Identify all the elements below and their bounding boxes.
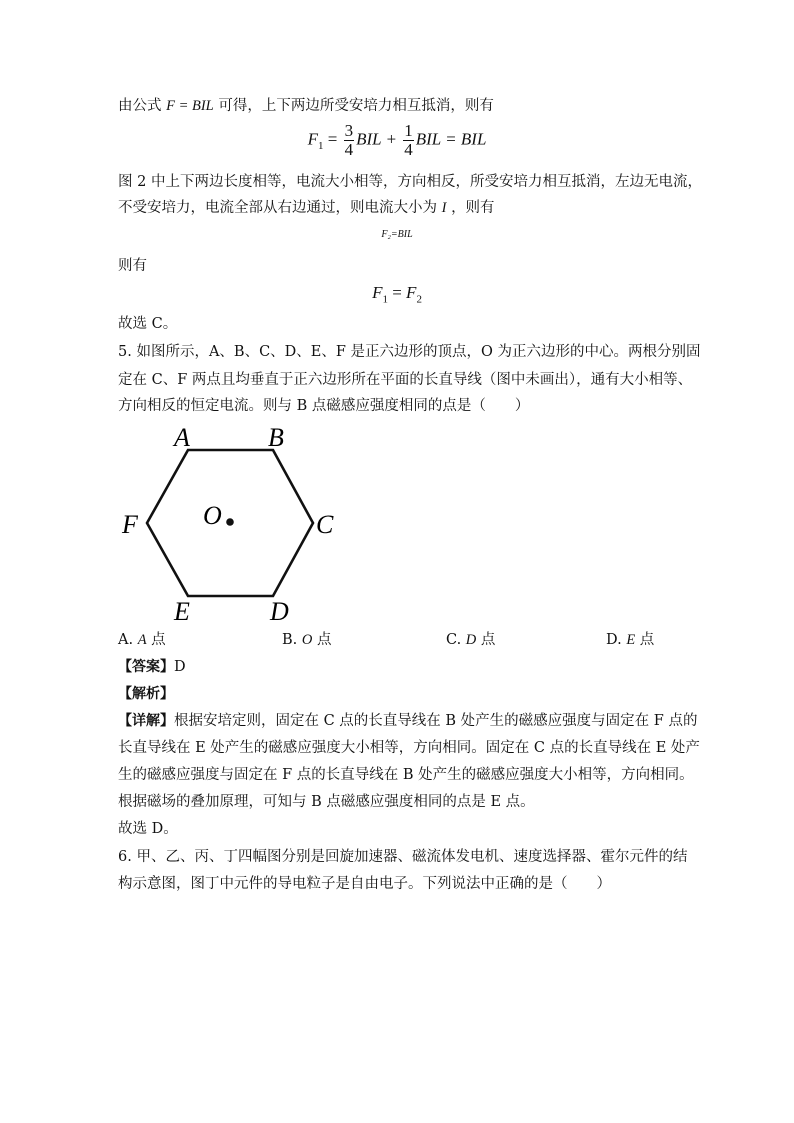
option-a [118, 630, 166, 650]
question5-line3: 方向相反的恒定电流。则与 B 点磁感应强度相同的点是（ ） [118, 398, 530, 414]
option-letter: A. [118, 632, 138, 648]
option-b [282, 630, 331, 650]
center-label-o: O [203, 501, 222, 530]
option-c [446, 630, 495, 650]
fraction-denominator: 4 [404, 140, 413, 159]
paragraph-formula-intro [118, 96, 494, 116]
vertex-label-c: C [316, 510, 334, 539]
eq-lhs: F [307, 129, 318, 149]
vertex-label-e: E [174, 597, 190, 626]
detail-text: 根据安培定则，固定在 C 点的长直导线在 B 处产生的磁感应强度与固定在 F 点的 [174, 713, 698, 729]
eq-equals: = [387, 283, 407, 302]
paragraph-choose-d: 故选 D。 [118, 821, 178, 837]
vertex-label-a: A [174, 423, 190, 452]
paragraph-figure2-line2 [118, 198, 495, 218]
equation-f2-small: F₂=BIL [381, 229, 413, 240]
detail-line3: 生的磁感应强度与固定在 F 点的长直导线在 B 处产生的磁感应强度大小相等，方向相同。 [118, 767, 694, 783]
text-segment: 由公式 [118, 98, 162, 114]
text-segment: 不受安培力，电流全部从右边通过，则电流大小为 [118, 200, 437, 216]
vertex-label-d: D [270, 597, 289, 626]
hexagon-figure [110, 418, 360, 628]
option-var: D [465, 632, 477, 648]
detail-line4: 根据磁场的叠加原理，可知与 B 点磁感应强度相同的点是 E 点。 [118, 794, 535, 810]
paragraph-figure2-line1: 图 2 中上下两边长度相等，电流大小相等，方向相反，所受安培力相互抵消，左边无电流， [118, 174, 702, 190]
fraction-numerator: 3 [344, 121, 354, 140]
option-suffix: 点 [146, 632, 166, 648]
inline-formula: F = BIL [166, 98, 214, 114]
detail-tag: 【详解】 [118, 713, 174, 729]
eq-lhs-subscript: 1 [317, 139, 324, 152]
eq-lhs: F [372, 283, 383, 302]
option-d [606, 630, 654, 650]
vertex-label-f: F [122, 510, 138, 539]
eq-rhs-subscript: 2 [416, 293, 422, 306]
detail-line2: 长直导线在 E 处产生的磁感应强度大小相等，方向相同。固定在 C 点的长直导线在 E 处产 [118, 740, 700, 756]
paragraph-then: 则有 [118, 258, 147, 274]
analysis-tag: 【解析】 [118, 686, 174, 702]
eq-lhs-subscript: 1 [382, 293, 388, 306]
vertex-label-b: B [268, 423, 284, 452]
paragraph-choose-c: 故选 C。 [118, 316, 178, 332]
option-suffix: 点 [635, 632, 655, 648]
text-segment: ，则有 [451, 200, 495, 216]
center-point [226, 518, 234, 526]
fraction-denominator: 4 [344, 140, 354, 159]
answer-line [118, 657, 186, 677]
equation-f1 [0, 122, 794, 159]
fraction-numerator: 1 [404, 121, 413, 140]
eq-rhs: BIL = BIL [415, 129, 487, 149]
question5-line2: 定在 C、F 两点且均垂直于正六边形所在平面的长直导线（图中未画出），通有大小相等、 [118, 372, 693, 388]
equation-f1-equals-f2 [0, 283, 794, 305]
option-suffix: 点 [312, 632, 332, 648]
detail-line1 [118, 711, 697, 731]
analysis-line [118, 684, 174, 704]
eq-middle: BIL + [356, 129, 402, 149]
fraction-one-quarter [403, 122, 414, 159]
question6-line1: 6. 甲、乙、丙、丁四幅图分别是回旋加速器、磁流体发电机、速度选择器、霍尔元件的结 [118, 849, 688, 865]
eq-rhs: F [406, 283, 417, 302]
question5-line1: 5. 如图所示，A、B、C、D、E、F 是正六边形的顶点，O 为正六边形的中心。两根分别固 [118, 344, 701, 360]
variable-current: I [441, 200, 447, 216]
option-var: E [626, 632, 636, 648]
answer-value: D [174, 659, 186, 675]
option-letter: C. [446, 632, 466, 648]
question6-line2: 构示意图，图丁中元件的导电粒子是自由电子。下列说法中正确的是（ ） [118, 876, 611, 892]
answer-tag: 【答案】 [118, 659, 174, 675]
option-letter: B. [282, 632, 302, 648]
option-letter: D. [606, 632, 627, 648]
option-suffix: 点 [476, 632, 496, 648]
fraction-three-quarters [344, 122, 355, 159]
eq-equals: = [323, 129, 342, 149]
option-var: A [137, 632, 147, 648]
option-var: O [301, 632, 313, 648]
text-segment: 可得，上下两边所受安培力相互抵消，则有 [218, 98, 494, 114]
